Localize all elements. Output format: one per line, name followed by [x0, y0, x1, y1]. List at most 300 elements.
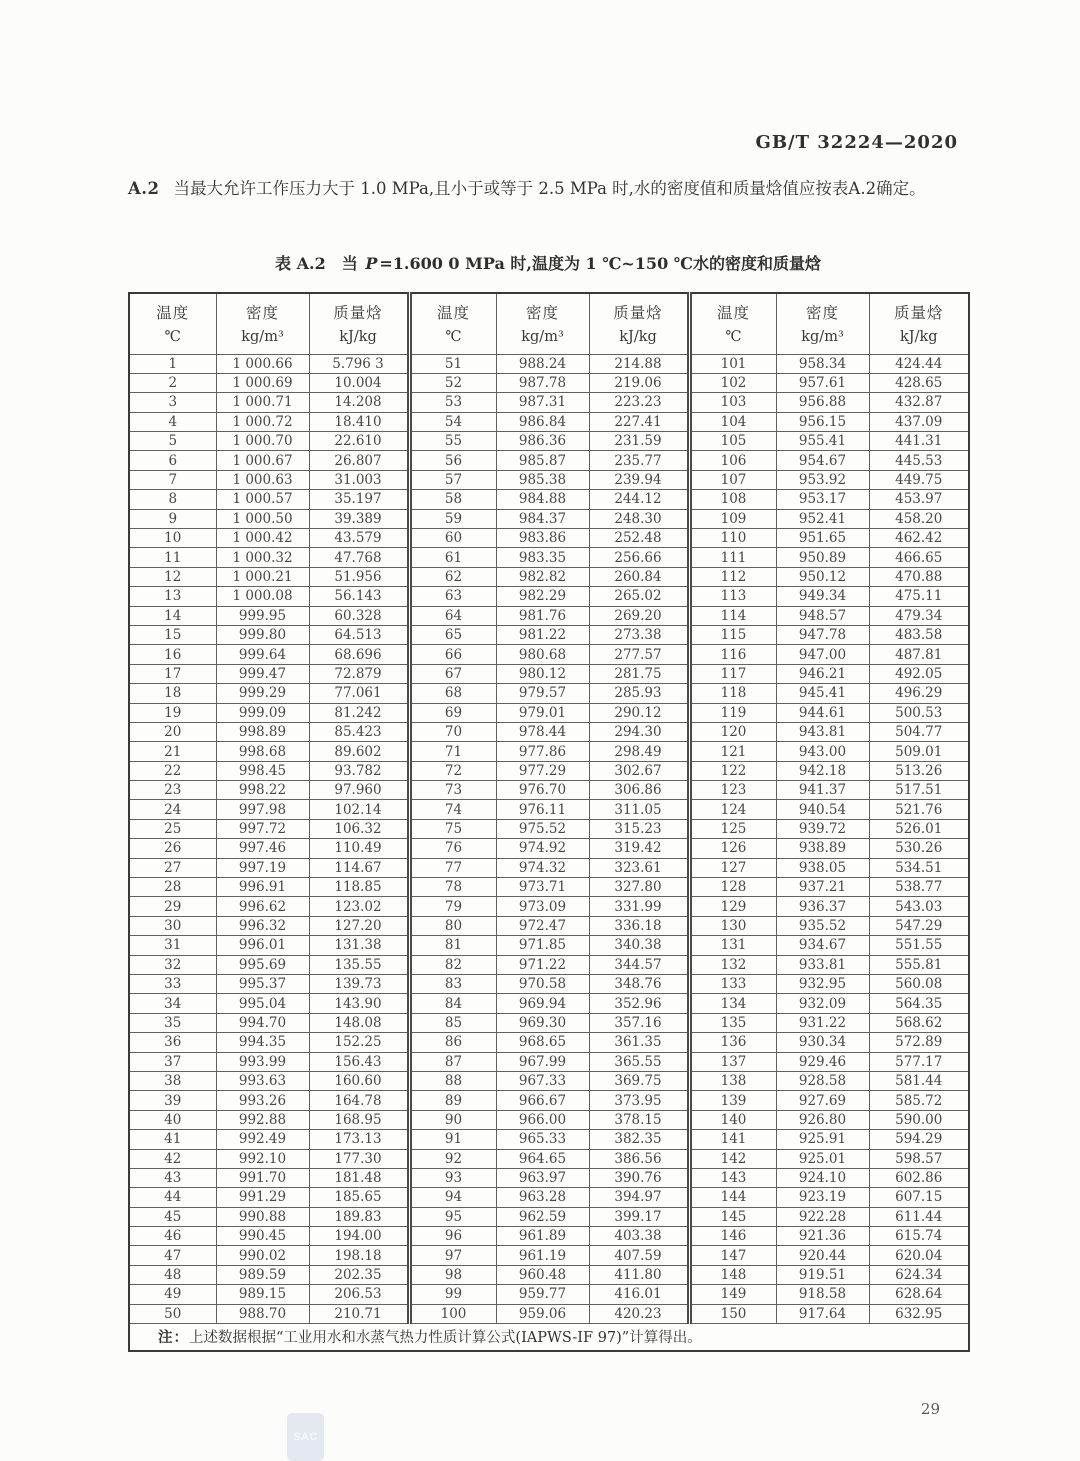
enthalpy-cell: 156.43 — [309, 1052, 409, 1071]
temperature-cell: 89 — [409, 1091, 496, 1110]
enthalpy-cell: 123.02 — [309, 897, 409, 916]
enthalpy-cell: 607.15 — [869, 1188, 969, 1207]
density-cell: 937.21 — [776, 878, 869, 897]
density-cell: 969.94 — [496, 994, 589, 1013]
temperature-cell: 34 — [129, 994, 216, 1013]
temperature-cell: 44 — [129, 1188, 216, 1207]
enthalpy-cell: 285.93 — [589, 684, 689, 703]
temperature-cell: 45 — [129, 1207, 216, 1226]
enthalpy-cell: 483.58 — [869, 625, 969, 644]
density-cell: 975.52 — [496, 819, 589, 838]
enthalpy-cell: 110.49 — [309, 839, 409, 858]
density-cell: 991.29 — [216, 1188, 309, 1207]
density-cell: 967.33 — [496, 1071, 589, 1090]
temperature-cell: 68 — [409, 684, 496, 703]
temperature-cell: 37 — [129, 1052, 216, 1071]
table-row — [129, 645, 969, 664]
temperature-cell: 96 — [409, 1227, 496, 1246]
density-cell: 1 000.72 — [216, 412, 309, 431]
temperature-cell: 10 — [129, 529, 216, 548]
temperature-cell: 78 — [409, 878, 496, 897]
temperature-cell: 93 — [409, 1168, 496, 1187]
enthalpy-cell: 235.77 — [589, 451, 689, 470]
density-cell: 973.71 — [496, 878, 589, 897]
enthalpy-cell: 555.81 — [869, 955, 969, 974]
density-cell: 996.01 — [216, 936, 309, 955]
enthalpy-cell: 437.09 — [869, 412, 969, 431]
table-row — [129, 451, 969, 470]
temperature-cell: 122 — [689, 761, 776, 780]
temperature-cell: 87 — [409, 1052, 496, 1071]
table-row — [129, 858, 969, 877]
density-cell: 954.67 — [776, 451, 869, 470]
enthalpy-cell: 148.08 — [309, 1013, 409, 1032]
density-cell: 990.88 — [216, 1207, 309, 1226]
density-cell: 986.84 — [496, 412, 589, 431]
enthalpy-cell: 449.75 — [869, 470, 969, 489]
density-cell: 991.70 — [216, 1168, 309, 1187]
temperature-cell: 88 — [409, 1071, 496, 1090]
density-cell: 987.78 — [496, 373, 589, 392]
temperature-cell: 53 — [409, 393, 496, 412]
temperature-cell: 20 — [129, 722, 216, 741]
enthalpy-cell: 560.08 — [869, 975, 969, 994]
density-cell: 1 000.08 — [216, 587, 309, 606]
temperature-cell: 85 — [409, 1013, 496, 1032]
enthalpy-cell: 521.76 — [869, 800, 969, 819]
density-cell: 940.54 — [776, 800, 869, 819]
temperature-cell: 30 — [129, 916, 216, 935]
enthalpy-cell: 89.602 — [309, 742, 409, 761]
enthalpy-cell: 194.00 — [309, 1227, 409, 1246]
table-row — [129, 781, 969, 800]
density-cell: 968.65 — [496, 1033, 589, 1052]
temperature-cell: 128 — [689, 878, 776, 897]
density-cell: 1 000.50 — [216, 509, 309, 528]
enthalpy-cell: 340.38 — [589, 936, 689, 955]
density-cell: 918.58 — [776, 1285, 869, 1304]
density-cell: 932.95 — [776, 975, 869, 994]
temperature-cell: 97 — [409, 1246, 496, 1265]
density-cell: 1 000.57 — [216, 490, 309, 509]
temperature-cell: 67 — [409, 664, 496, 683]
clause-a2-paragraph — [128, 174, 958, 204]
enthalpy-cell: 496.29 — [869, 684, 969, 703]
table-note — [129, 1324, 969, 1352]
density-cell: 936.37 — [776, 897, 869, 916]
density-cell: 950.89 — [776, 548, 869, 567]
enthalpy-cell: 466.65 — [869, 548, 969, 567]
temperature-cell: 19 — [129, 703, 216, 722]
enthalpy-cell: 458.20 — [869, 509, 969, 528]
table-title-prefix: 表 A.2 当 — [275, 254, 364, 273]
enthalpy-cell: 538.77 — [869, 878, 969, 897]
table-title-suffix: =1.600 0 MPa 时,温度为 1 ℃~150 ℃水的密度和质量焓 — [379, 254, 821, 273]
density-cell: 920.44 — [776, 1246, 869, 1265]
enthalpy-cell: 504.77 — [869, 722, 969, 741]
enthalpy-cell: 530.26 — [869, 839, 969, 858]
density-cell: 933.81 — [776, 955, 869, 974]
density-cell: 925.01 — [776, 1149, 869, 1168]
temperature-cell: 119 — [689, 703, 776, 722]
temperature-cell: 100 — [409, 1304, 496, 1323]
temperature-cell: 92 — [409, 1149, 496, 1168]
temperature-cell: 62 — [409, 567, 496, 586]
enthalpy-cell: 35.197 — [309, 490, 409, 509]
table-row — [129, 548, 969, 567]
enthalpy-cell: 594.29 — [869, 1130, 969, 1149]
table-a2-title — [128, 251, 968, 274]
table-row — [129, 1110, 969, 1129]
enthalpy-cell: 500.53 — [869, 703, 969, 722]
temperature-cell: 136 — [689, 1033, 776, 1052]
enthalpy-cell: 22.610 — [309, 432, 409, 451]
header-enthalpy: 质量焓 kJ/kg — [309, 293, 409, 354]
density-cell: 999.95 — [216, 606, 309, 625]
temperature-cell: 12 — [129, 567, 216, 586]
density-cell: 923.19 — [776, 1188, 869, 1207]
density-cell: 998.45 — [216, 761, 309, 780]
temperature-cell: 101 — [689, 354, 776, 373]
temperature-cell: 5 — [129, 432, 216, 451]
enthalpy-cell: 581.44 — [869, 1071, 969, 1090]
temperature-cell: 15 — [129, 625, 216, 644]
enthalpy-cell: 269.20 — [589, 606, 689, 625]
density-cell: 988.70 — [216, 1304, 309, 1323]
enthalpy-cell: 373.95 — [589, 1091, 689, 1110]
density-cell: 996.32 — [216, 916, 309, 935]
temperature-cell: 84 — [409, 994, 496, 1013]
density-cell: 1 000.70 — [216, 432, 309, 451]
temperature-cell: 31 — [129, 936, 216, 955]
temperature-cell: 90 — [409, 1110, 496, 1129]
table-row — [129, 1149, 969, 1168]
density-cell: 999.09 — [216, 703, 309, 722]
temperature-cell: 13 — [129, 587, 216, 606]
enthalpy-cell: 624.34 — [869, 1265, 969, 1284]
density-cell: 999.80 — [216, 625, 309, 644]
enthalpy-cell: 294.30 — [589, 722, 689, 741]
enthalpy-cell: 352.96 — [589, 994, 689, 1013]
enthalpy-cell: 223.23 — [589, 393, 689, 412]
density-cell: 984.88 — [496, 490, 589, 509]
enthalpy-cell: 106.32 — [309, 819, 409, 838]
enthalpy-cell: 244.12 — [589, 490, 689, 509]
density-cell: 966.67 — [496, 1091, 589, 1110]
temperature-cell: 1 — [129, 354, 216, 373]
temperature-cell: 148 — [689, 1265, 776, 1284]
temperature-cell: 149 — [689, 1285, 776, 1304]
table-row — [129, 567, 969, 586]
density-cell: 922.28 — [776, 1207, 869, 1226]
density-cell: 939.72 — [776, 819, 869, 838]
header-enthalpy: 质量焓 kJ/kg — [589, 293, 689, 354]
table-row — [129, 703, 969, 722]
temperature-cell: 108 — [689, 490, 776, 509]
enthalpy-cell: 572.89 — [869, 1033, 969, 1052]
enthalpy-cell: 181.48 — [309, 1168, 409, 1187]
enthalpy-cell: 323.61 — [589, 858, 689, 877]
temperature-cell: 115 — [689, 625, 776, 644]
table-row — [129, 1207, 969, 1226]
density-cell: 953.17 — [776, 490, 869, 509]
enthalpy-cell: 441.31 — [869, 432, 969, 451]
table-header — [129, 293, 969, 354]
density-cell: 945.41 — [776, 684, 869, 703]
temperature-cell: 112 — [689, 567, 776, 586]
temperature-cell: 24 — [129, 800, 216, 819]
temperature-cell: 38 — [129, 1071, 216, 1090]
density-cell: 926.80 — [776, 1110, 869, 1129]
enthalpy-cell: 118.85 — [309, 878, 409, 897]
density-cell: 982.29 — [496, 587, 589, 606]
temperature-cell: 49 — [129, 1285, 216, 1304]
density-cell: 932.09 — [776, 994, 869, 1013]
enthalpy-cell: 47.768 — [309, 548, 409, 567]
temperature-cell: 146 — [689, 1227, 776, 1246]
temperature-cell: 52 — [409, 373, 496, 392]
density-cell: 983.35 — [496, 548, 589, 567]
enthalpy-cell: 357.16 — [589, 1013, 689, 1032]
page-number: 29 — [920, 1400, 940, 1418]
density-cell: 981.22 — [496, 625, 589, 644]
temperature-cell: 123 — [689, 781, 776, 800]
temperature-cell: 46 — [129, 1227, 216, 1246]
temperature-cell: 103 — [689, 393, 776, 412]
enthalpy-cell: 311.05 — [589, 800, 689, 819]
enthalpy-cell: 214.88 — [589, 354, 689, 373]
enthalpy-cell: 394.97 — [589, 1188, 689, 1207]
sac-watermark-logo — [287, 1413, 324, 1461]
density-cell: 976.70 — [496, 781, 589, 800]
density-cell: 955.41 — [776, 432, 869, 451]
density-cell: 987.31 — [496, 393, 589, 412]
enthalpy-cell: 445.53 — [869, 451, 969, 470]
temperature-cell: 29 — [129, 897, 216, 916]
enthalpy-cell: 462.42 — [869, 529, 969, 548]
temperature-cell: 73 — [409, 781, 496, 800]
temperature-cell: 117 — [689, 664, 776, 683]
enthalpy-cell: 72.879 — [309, 664, 409, 683]
density-cell: 946.21 — [776, 664, 869, 683]
temperature-cell: 64 — [409, 606, 496, 625]
temperature-cell: 60 — [409, 529, 496, 548]
table-row — [129, 994, 969, 1013]
temperature-cell: 65 — [409, 625, 496, 644]
temperature-cell: 43 — [129, 1168, 216, 1187]
enthalpy-cell: 568.62 — [869, 1013, 969, 1032]
density-cell: 1 000.69 — [216, 373, 309, 392]
enthalpy-cell: 152.25 — [309, 1033, 409, 1052]
density-cell: 995.04 — [216, 994, 309, 1013]
density-cell: 971.22 — [496, 955, 589, 974]
density-cell: 996.91 — [216, 878, 309, 897]
sac-watermark-text: SAC — [293, 1431, 318, 1443]
density-cell: 969.30 — [496, 1013, 589, 1032]
temperature-cell: 71 — [409, 742, 496, 761]
temperature-cell: 147 — [689, 1246, 776, 1265]
temperature-cell: 50 — [129, 1304, 216, 1323]
temperature-cell: 144 — [689, 1188, 776, 1207]
density-cell: 1 000.32 — [216, 548, 309, 567]
enthalpy-cell: 319.42 — [589, 839, 689, 858]
density-cell: 972.47 — [496, 916, 589, 935]
density-cell: 1 000.67 — [216, 451, 309, 470]
note-label: 注： — [158, 1329, 189, 1347]
enthalpy-cell: 135.55 — [309, 955, 409, 974]
temperature-cell: 125 — [689, 819, 776, 838]
table-row — [129, 1246, 969, 1265]
enthalpy-cell: 306.86 — [589, 781, 689, 800]
density-cell: 964.65 — [496, 1149, 589, 1168]
temperature-cell: 135 — [689, 1013, 776, 1032]
temperature-cell: 131 — [689, 936, 776, 955]
temperature-cell: 55 — [409, 432, 496, 451]
temperature-cell: 140 — [689, 1110, 776, 1129]
density-cell: 965.33 — [496, 1130, 589, 1149]
enthalpy-cell: 26.807 — [309, 451, 409, 470]
temperature-cell: 102 — [689, 373, 776, 392]
temperature-cell: 80 — [409, 916, 496, 935]
temperature-cell: 75 — [409, 819, 496, 838]
temperature-cell: 27 — [129, 858, 216, 877]
enthalpy-cell: 428.65 — [869, 373, 969, 392]
density-cell: 992.49 — [216, 1130, 309, 1149]
enthalpy-cell: 198.18 — [309, 1246, 409, 1265]
density-cell: 981.76 — [496, 606, 589, 625]
table-row — [129, 1013, 969, 1032]
density-cell: 993.99 — [216, 1052, 309, 1071]
density-cell: 961.89 — [496, 1227, 589, 1246]
enthalpy-cell: 18.410 — [309, 412, 409, 431]
temperature-cell: 138 — [689, 1071, 776, 1090]
temperature-cell: 33 — [129, 975, 216, 994]
standard-number: GB/T 32224—2020 — [755, 132, 958, 153]
temperature-cell: 110 — [689, 529, 776, 548]
temperature-cell: 121 — [689, 742, 776, 761]
temperature-cell: 56 — [409, 451, 496, 470]
enthalpy-cell: 127.20 — [309, 916, 409, 935]
enthalpy-cell: 97.960 — [309, 781, 409, 800]
density-cell: 941.37 — [776, 781, 869, 800]
density-cell: 935.52 — [776, 916, 869, 935]
temperature-cell: 7 — [129, 470, 216, 489]
density-cell: 930.34 — [776, 1033, 869, 1052]
enthalpy-cell: 598.57 — [869, 1149, 969, 1168]
enthalpy-cell: 327.80 — [589, 878, 689, 897]
density-cell: 959.77 — [496, 1285, 589, 1304]
temperature-cell: 124 — [689, 800, 776, 819]
temperature-cell: 142 — [689, 1149, 776, 1168]
enthalpy-cell: 526.01 — [869, 819, 969, 838]
temperature-cell: 57 — [409, 470, 496, 489]
density-cell: 960.48 — [496, 1265, 589, 1284]
temperature-cell: 113 — [689, 587, 776, 606]
enthalpy-cell: 114.67 — [309, 858, 409, 877]
enthalpy-cell: 177.30 — [309, 1149, 409, 1168]
header-density: 密度 kg/m³ — [216, 293, 309, 354]
temperature-cell: 74 — [409, 800, 496, 819]
table-row — [129, 1304, 969, 1323]
table-row — [129, 529, 969, 548]
table-row — [129, 354, 969, 373]
temperature-cell: 9 — [129, 509, 216, 528]
density-cell: 956.15 — [776, 412, 869, 431]
enthalpy-cell: 475.11 — [869, 587, 969, 606]
temperature-cell: 58 — [409, 490, 496, 509]
temperature-cell: 127 — [689, 858, 776, 877]
enthalpy-cell: 164.78 — [309, 1091, 409, 1110]
density-cell: 921.36 — [776, 1227, 869, 1246]
density-cell: 989.15 — [216, 1285, 309, 1304]
temperature-cell: 104 — [689, 412, 776, 431]
temperature-cell: 14 — [129, 606, 216, 625]
enthalpy-cell: 378.15 — [589, 1110, 689, 1129]
density-cell: 1 000.21 — [216, 567, 309, 586]
temperature-cell: 48 — [129, 1265, 216, 1284]
density-cell: 977.29 — [496, 761, 589, 780]
enthalpy-cell: 382.35 — [589, 1130, 689, 1149]
temperature-cell: 76 — [409, 839, 496, 858]
density-cell: 943.00 — [776, 742, 869, 761]
header-enthalpy: 质量焓 kJ/kg — [869, 293, 969, 354]
density-cell: 959.06 — [496, 1304, 589, 1323]
density-cell: 993.63 — [216, 1071, 309, 1090]
density-cell: 980.12 — [496, 664, 589, 683]
enthalpy-cell: 227.41 — [589, 412, 689, 431]
density-cell: 958.34 — [776, 354, 869, 373]
density-cell: 1 000.63 — [216, 470, 309, 489]
density-cell: 942.18 — [776, 761, 869, 780]
enthalpy-cell: 632.95 — [869, 1304, 969, 1323]
enthalpy-cell: 416.01 — [589, 1285, 689, 1304]
table-row — [129, 373, 969, 392]
temperature-cell: 129 — [689, 897, 776, 916]
enthalpy-cell: 77.061 — [309, 684, 409, 703]
enthalpy-cell: 602.86 — [869, 1168, 969, 1187]
enthalpy-cell: 252.48 — [589, 529, 689, 548]
temperature-cell: 36 — [129, 1033, 216, 1052]
density-cell: 990.45 — [216, 1227, 309, 1246]
table-row — [129, 470, 969, 489]
density-cell: 994.35 — [216, 1033, 309, 1052]
enthalpy-cell: 14.208 — [309, 393, 409, 412]
enthalpy-cell: 348.76 — [589, 975, 689, 994]
temperature-cell: 109 — [689, 509, 776, 528]
density-cell: 962.59 — [496, 1207, 589, 1226]
clause-label: A.2 — [128, 179, 160, 198]
temperature-cell: 47 — [129, 1246, 216, 1265]
table-row — [129, 1265, 969, 1284]
enthalpy-cell: 210.71 — [309, 1304, 409, 1323]
density-cell: 983.86 — [496, 529, 589, 548]
temperature-cell: 4 — [129, 412, 216, 431]
enthalpy-cell: 248.30 — [589, 509, 689, 528]
table-row — [129, 1091, 969, 1110]
enthalpy-cell: 143.90 — [309, 994, 409, 1013]
enthalpy-cell: 139.73 — [309, 975, 409, 994]
temperature-cell: 21 — [129, 742, 216, 761]
density-cell: 980.68 — [496, 645, 589, 664]
temperature-cell: 118 — [689, 684, 776, 703]
enthalpy-cell: 509.01 — [869, 742, 969, 761]
table-row — [129, 975, 969, 994]
enthalpy-cell: 577.17 — [869, 1052, 969, 1071]
table-row — [129, 1168, 969, 1187]
temperature-cell: 22 — [129, 761, 216, 780]
table-row — [129, 761, 969, 780]
table-row — [129, 800, 969, 819]
